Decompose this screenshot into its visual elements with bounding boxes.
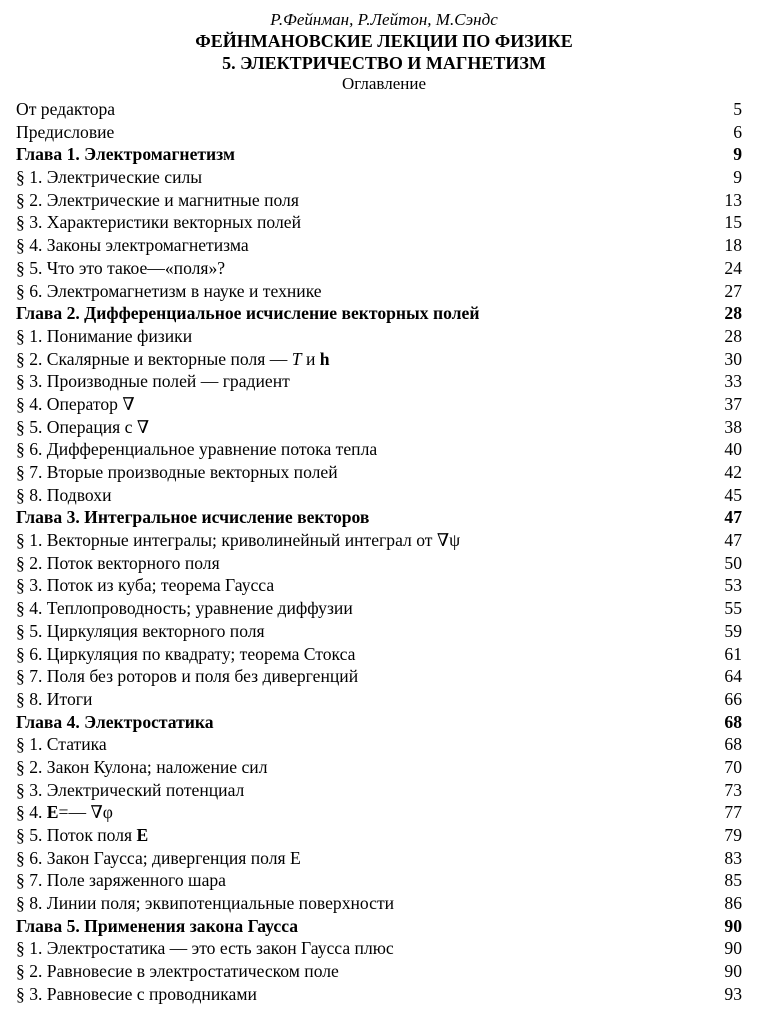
toc-section <box>16 552 742 575</box>
toc-section <box>16 461 742 484</box>
toc-section <box>16 665 742 688</box>
toc-entry-page: 66 <box>724 688 742 709</box>
toc-entry-page: 5 <box>733 99 742 119</box>
toc-section <box>16 801 742 824</box>
toc-entry-title: § 7. Поля без роторов и поля без дивергенций <box>16 666 359 687</box>
toc-entry-title: § 8. Линии поля; эквипотенциальные поверхности <box>16 893 395 914</box>
toc-entry-page: 55 <box>724 598 742 619</box>
toc-entry-page: 9 <box>733 144 742 165</box>
toc-chapter <box>16 143 742 166</box>
toc-entry-page: 47 <box>724 530 742 551</box>
toc-entry-title <box>16 348 330 371</box>
toc-section <box>16 597 742 620</box>
toc-entry-page: 90 <box>724 915 742 936</box>
toc-entry-page: 47 <box>724 507 742 528</box>
toc-entry-page: 28 <box>724 303 742 324</box>
toc-section <box>16 257 742 280</box>
toc-chapter <box>16 506 742 529</box>
toc-entry-page: 93 <box>724 983 742 1004</box>
toc-heading: Оглавление <box>342 74 426 93</box>
toc-entry-title: § 6. Циркуляция по квадрату; теорема Стокса <box>16 643 356 664</box>
toc-entry-page: 64 <box>724 666 742 687</box>
toc-entry-title: Глава 3. Интегральное исчисление векторов <box>16 507 370 528</box>
toc-entry-title <box>16 824 148 847</box>
toc-entry-page: 13 <box>724 189 742 210</box>
toc-entry-page: 61 <box>724 643 742 664</box>
document-header <box>0 0 768 94</box>
toc-section <box>16 529 742 552</box>
toc-entry-page: 38 <box>724 416 742 437</box>
toc-entry-page: 90 <box>724 961 742 982</box>
toc-entry-title: § 5. Что это такое—«поля»? <box>16 257 226 278</box>
toc-entry-title-part: h <box>319 348 330 369</box>
toc-entry-title: § 7. Вторые производные векторных полей <box>16 462 338 482</box>
toc-section <box>16 325 742 348</box>
toc-entry-page: 40 <box>724 439 742 460</box>
toc-entry-page: 6 <box>733 121 742 142</box>
toc-entry-title: § 1. Понимание физики <box>16 325 193 346</box>
toc-entry-title: § 3. Равновесие с проводниками <box>16 983 257 1004</box>
toc-entry-page: 42 <box>724 462 742 482</box>
toc-entry-title: § 6. Дифференциальное уравнение потока тепла <box>16 439 378 460</box>
toc-section <box>16 983 742 1006</box>
toc-entry-title: Глава 4. Электростатика <box>16 711 214 732</box>
toc-entry-page: 86 <box>724 893 742 914</box>
toc-entry-page: 50 <box>724 552 742 573</box>
toc-section <box>16 847 742 870</box>
toc-section <box>16 688 742 711</box>
toc-entry-title: Глава 2. Дифференциальное исчисление векторных полей <box>16 303 480 324</box>
toc-entry-page: 85 <box>724 870 742 891</box>
toc-entry-page: 59 <box>724 620 742 641</box>
toc-entry-title: § 1. Векторные интегралы; криволинейный интеграл от ∇ψ <box>16 530 461 551</box>
toc-section <box>16 370 742 393</box>
toc-entry-title: § 1. Статика <box>16 734 107 755</box>
toc-entry-title: § 8. Итоги <box>16 688 93 709</box>
toc-section <box>16 234 742 257</box>
toc-entry-title <box>16 801 113 824</box>
toc-entry-title: § 7. Поле заряженного шара <box>16 870 226 891</box>
toc-entry-title: § 2. Равновесие в электростатическом поле <box>16 961 339 982</box>
toc-entry-title: § 6. Закон Гаусса; дивергенция поля E <box>16 847 301 868</box>
volume-title: 5. ЭЛЕКТРИЧЕСТВО И МАГНЕТИЗМ <box>222 53 546 73</box>
toc-entry-page: 77 <box>724 802 742 823</box>
toc-section <box>16 438 742 461</box>
toc-section <box>16 189 742 212</box>
toc-entry-page: 53 <box>724 575 742 596</box>
toc-section <box>16 211 742 234</box>
toc-entry-page: 79 <box>724 825 742 845</box>
toc-entry-page: 27 <box>724 280 742 301</box>
toc-entry-page: 18 <box>724 235 742 256</box>
toc-entry-title: § 4. Теплопроводность; уравнение диффузии <box>16 598 353 619</box>
toc-section <box>16 869 742 892</box>
toc-entry-title: § 1. Электростатика — это есть закон Гаусса плюс <box>16 938 394 959</box>
toc-section <box>16 756 742 779</box>
toc-entry-title-part: E <box>136 825 149 845</box>
toc-section <box>16 960 742 983</box>
toc-entry-page: 90 <box>724 938 742 959</box>
authors: Р.Фейнман, Р.Лейтон, М.Сэндс <box>270 10 498 29</box>
toc-entry-title-part: =— ∇φ <box>58 802 113 823</box>
toc-entry-title: § 4. Оператор ∇ <box>16 393 135 414</box>
toc-entry-title: § 2. Закон Кулона; наложение сил <box>16 756 268 777</box>
toc-section <box>16 733 742 756</box>
toc-entry-page: 68 <box>724 711 742 732</box>
toc-entry-page: 24 <box>724 257 742 278</box>
toc-entry-page: 28 <box>724 325 742 346</box>
toc-entry-title-part: § 5. Поток поля <box>16 825 137 845</box>
toc-entry-title: § 5. Операция с ∇ <box>16 416 150 437</box>
toc-chapter <box>16 302 742 325</box>
toc-section <box>16 574 742 597</box>
toc-entry-title-part: § 4. <box>16 802 47 823</box>
toc-entry-page: 30 <box>724 348 742 369</box>
toc-entry-title: От редактора <box>16 99 116 119</box>
toc-entry-title: § 8. Подвохи <box>16 484 112 505</box>
toc-chapter <box>16 915 742 938</box>
toc-front-item <box>16 98 742 121</box>
table-of-contents <box>16 98 742 1006</box>
toc-entry-title: § 2. Электрические и магнитные поля <box>16 189 299 210</box>
toc-section <box>16 280 742 303</box>
book-title: ФЕЙНМАНОВСКИЕ ЛЕКЦИИ ПО ФИЗИКЕ <box>195 31 573 51</box>
toc-section <box>16 416 742 439</box>
toc-section <box>16 779 742 802</box>
toc-entry-page: 15 <box>724 212 742 233</box>
toc-entry-title: § 3. Электрический потенциал <box>16 779 245 800</box>
toc-entry-title-part: T <box>291 348 302 369</box>
toc-entry-title: § 6. Электромагнетизм в науке и технике <box>16 280 322 301</box>
toc-section <box>16 166 742 189</box>
toc-section <box>16 393 742 416</box>
toc-section <box>16 620 742 643</box>
toc-section <box>16 643 742 666</box>
toc-section <box>16 892 742 915</box>
toc-section <box>16 824 742 847</box>
toc-entry-page: 83 <box>724 847 742 868</box>
toc-entry-title: Предисловие <box>16 121 115 142</box>
toc-entry-title: § 5. Циркуляция векторного поля <box>16 620 265 641</box>
toc-entry-page: 68 <box>724 734 742 755</box>
toc-chapter <box>16 711 742 734</box>
toc-entry-page: 33 <box>724 371 742 392</box>
toc-section <box>16 348 742 371</box>
toc-front-item <box>16 121 742 144</box>
toc-entry-title: § 2. Поток векторного поля <box>16 552 220 573</box>
toc-entry-page: 45 <box>724 484 742 505</box>
toc-section <box>16 484 742 507</box>
toc-entry-title-part: § 2. Скалярные и векторные поля — <box>16 348 292 369</box>
toc-entry-title-part: E <box>46 802 59 823</box>
toc-entry-title: § 1. Электрические силы <box>16 167 203 188</box>
toc-entry-title: § 4. Законы электромагнетизма <box>16 235 249 256</box>
toc-entry-title: § 3. Поток из куба; теорема Гаусса <box>16 575 275 596</box>
toc-section <box>16 937 742 960</box>
toc-entry-title: Глава 1. Электромагнетизм <box>16 144 235 165</box>
toc-entry-page: 73 <box>724 779 742 800</box>
toc-entry-page: 37 <box>724 393 742 414</box>
toc-entry-title: § 3. Производные полей — градиент <box>16 371 290 392</box>
toc-entry-page: 9 <box>733 167 742 188</box>
toc-entry-title: Глава 5. Применения закона Гаусса <box>16 915 299 936</box>
toc-entry-title: § 3. Характеристики векторных полей <box>16 212 302 233</box>
toc-entry-title-part: и <box>301 348 320 369</box>
toc-entry-page: 70 <box>724 756 742 777</box>
